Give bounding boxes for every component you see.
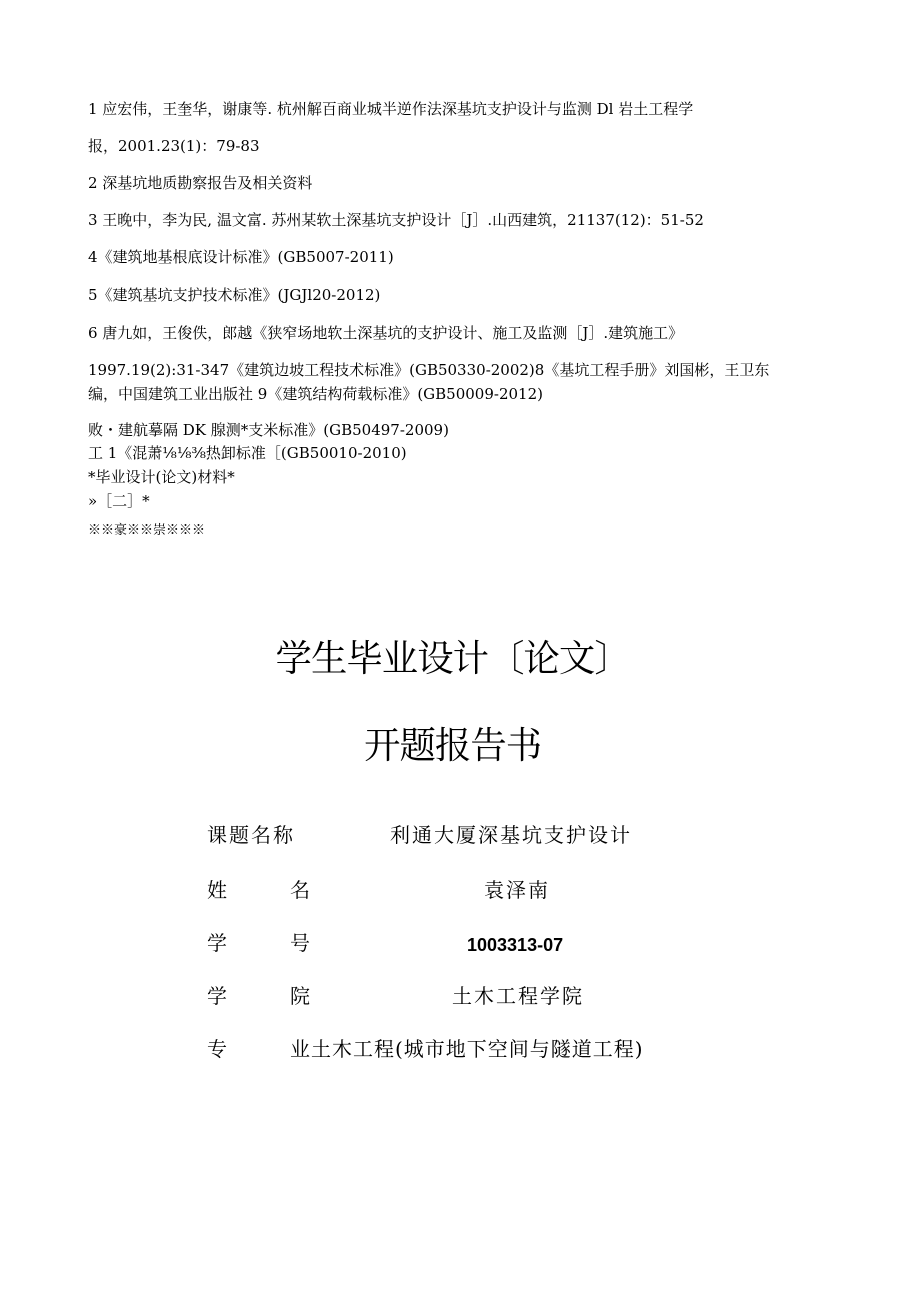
- major-value: 业土木工程(城市地下空间与隧道工程): [290, 1037, 644, 1061]
- reference-line-8: 1997.19(2):31-347《建筑边坡工程技术标准》(GB50330-2002)8《基坑工程手册》刘国彬，王卫东: [88, 361, 770, 379]
- reference-line-12: *毕业设计(论文)材料*: [88, 468, 235, 486]
- title-line-2: 开题报告书: [364, 724, 542, 767]
- college-label-char-1: 学: [207, 984, 229, 1008]
- name-label-char-2: 名: [290, 878, 312, 902]
- reference-line-2: 报，2001.23(1)：79-83: [88, 137, 260, 155]
- major-label-char-1: 专: [207, 1037, 229, 1061]
- title-line-1: 学生毕业设计〔论文〕: [275, 637, 630, 680]
- topic-value: 利通大厦深基坑支护设计: [390, 823, 632, 847]
- college-value: 土木工程学院: [452, 984, 584, 1008]
- topic-label: 课题名称: [207, 823, 295, 847]
- reference-line-10: 败・建航摹隔 DK 腺测*支米标准》(GB50497-2009): [88, 421, 449, 439]
- student-id-label-char-2: 号: [290, 931, 312, 955]
- reference-line-3: 2 深基坑地质勘察报告及相关资料: [88, 174, 313, 192]
- student-id-value: 1003313-07: [467, 935, 564, 955]
- college-label-char-2: 院: [290, 984, 312, 1008]
- reference-line-11: 工 1《混萧⅛⅛⅜热卸标准［(GB50010-2010): [88, 444, 407, 462]
- reference-line-7: 6 唐九如，王俊佚，郎越《狭窄场地软土深基坑的支护设计、施工及监测［J］.建筑施工》: [88, 324, 684, 342]
- reference-line-14: ※※豪※※崇※※※: [88, 523, 206, 538]
- reference-line-9: 编，中国建筑工业出版社 9《建筑结构荷载标准》(GB50009-2012): [88, 385, 543, 403]
- name-value: 袁泽南: [484, 878, 550, 902]
- name-label-char-1: 姓: [207, 878, 229, 902]
- student-id-label-char-1: 学: [207, 931, 229, 955]
- reference-line-5: 4《建筑地基根底设计标准》(GB5007-2011): [88, 248, 394, 266]
- reference-line-4: 3 王晚中，李为民, 温文富. 苏州某软土深基坑支护设计［J］.山西建筑，21137(12)：51-52: [88, 211, 704, 229]
- reference-line-1: 1 应宏伟，王奎华，谢康等. 杭州解百商业城半逆作法深基坑支护设计与监测 Dl 岩土工程学: [88, 100, 694, 118]
- reference-line-6: 5《建筑基坑支护技术标准》(JGJl20-2012): [88, 286, 381, 304]
- reference-line-13: »［二］*: [88, 492, 150, 510]
